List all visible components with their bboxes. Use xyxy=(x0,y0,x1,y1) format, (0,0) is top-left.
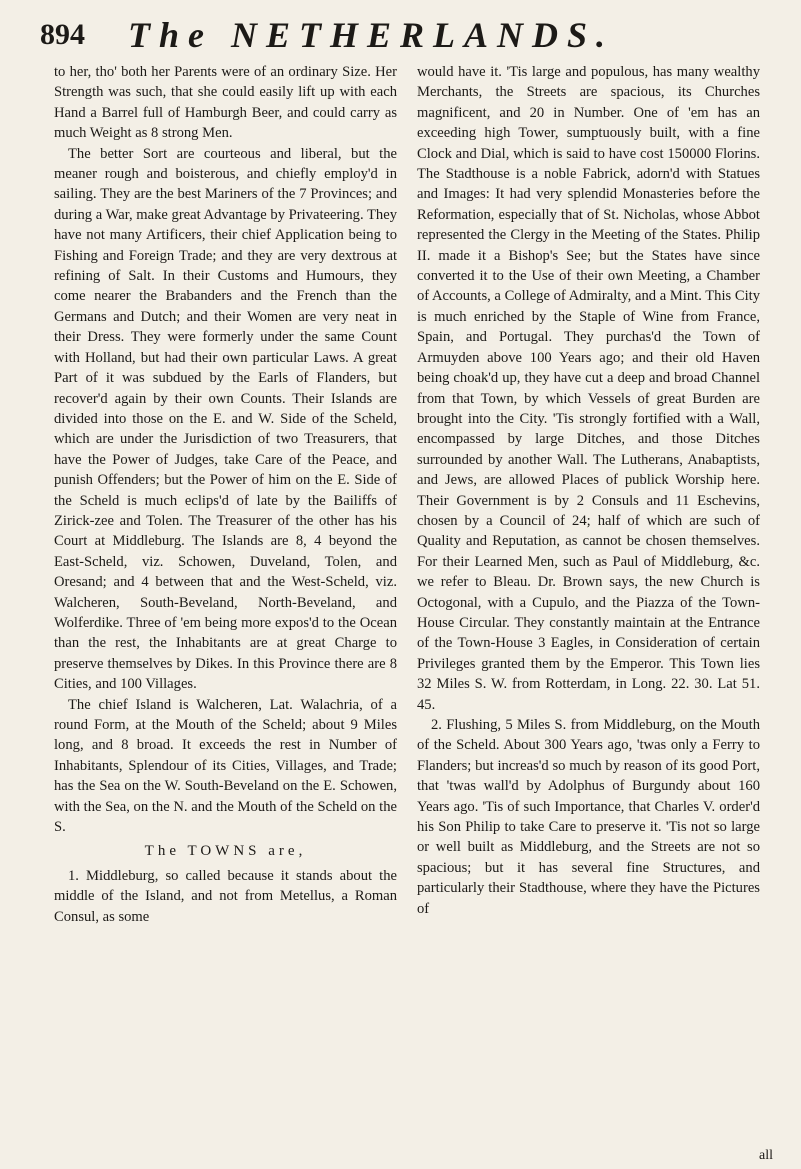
paragraph: would have it. 'Tis large and populous, has many wealthy Merchants, the Streets are spacious, its Churches magnificent, and 20 in Number. One of 'em has an exceeding high Tower, sumptuously built, with a fine Clock and Dial, which is said to have cost 150000 Florins. The Stadthouse is a noble Fabrick, adorn'd with Statues and Images: It had very splendid Monasteries before the Reformation, especially that of St. Nicholas, whose Abbot represented the Clergy in the Meeting of the States. Philip II. made it a Bishop's See; but the States have since converted it to the Use of their own Meeting, a Chamber of Accounts, a College of Admiralty, and a Mint. This City is much enriched by the Staple of Wine from France, Spain, and Portugal. They purchas'd the Town of Armuyden above 100 Years ago; and their old Haven being choak'd up, they have cut a deep and broad Channel from that Town, by which Vessels of great Burden are brought into the City. 'Tis strongly fortified with a Wall, encompassed by large Ditches, and those Ditches surrounded by another Wall. The Lutherans, Anabaptists, and Jews, are allowed Places of publick Worship here. Their Government is by 2 Consuls and 11 Eschevins, chosen by a Council of 24; half of which are such of Quality and Reputation, as cannot be chosen themselves. For their Learned Men, such as Paul of Middleburg, &c. we refer to Bleau. Dr. Brown says, the new Church is Octogonal, with a Cupulo, and the Piazza of the Town-House Circular. They constantly maintain at the Entrance of the Town-House 3 Eagles, in Consideration of certain Privileges granted them by the Emperor. This Town lies 32 Miles S. W. from Rotterdam, in Long. 22. 30. Lat 51. 45. xyxy=(417,64,760,713)
page-number: 894 xyxy=(40,18,85,51)
paragraph: The better Sort are courteous and liberal, but the meaner rough and boisterous, and chiefly employ'd in sailing. They are the best Mariners of the 7 Provinces; and during a War, make great Advantage by Privateering. They have not many Artificers, their chief Application being to Fishing and Foreign Trade; and they are very dextrous at refining of Salt. In their Customs and Humours, they come nearer the Brabanders and the French than the Germans and Dutch; and their Women are very neat in their Dress. They were formerly under the same Count with Holland, but had their own particular Laws. A great Part of it was subdued by the Earls of Flanders, but recover'd again by their own Counts. Their Islands are divided into those on the E. and W. Side of the Scheld, which are under the Jurisdiction of two Treasurers, that have the Power of Judges, take Care of the Peace, and punish Offenders; but the Power of him on the E. Side of the Scheld is much eclips'd of late by the Bailiffs of Zirick-zee and Tolen. The Treasurer of the other has his Court at Middleburg. The Islands are 8, 4 beyond the East-Scheld, viz. Schowen, Duveland, Tolen, and Oresand; and 4 between that and the West-Scheld, viz. Walcheren, South-Beveland, North-Beveland, and Wolferdike. Three of 'em being more expos'd to the Ocean than the rest, the Inhabitants are at great Charge to preserve themselves by Dikes. In this Province there are 8 Cities, and 100 Villages. xyxy=(54,145,397,693)
section-heading: The TOWNS are, xyxy=(144,843,307,860)
paragraph: to her, tho' both her Parents were of an ordinary Size. Her Strength was such, that she could easily lift up with each Hand a Barrel full of Hamburgh Beer, and could carry as much Weight as 8 strong Men. xyxy=(54,64,397,142)
right-column xyxy=(417,62,760,919)
paragraph: 2. Flushing, 5 Miles S. from Middleburg, on the Mouth of the Scheld. About 300 Years ago, 'twas only a Ferry to Flanders; but increas'd so much by reason of its good Port, that 'twas wall'd by Adolphus of Burgundy about 160 Years ago. 'Tis of such Importance, that Charles V. order'd his Son Philip to take Care to preserve it. 'Tis not so large or well built as Middleburg, and the Streets are not so spacious; but it has several fine Structures, and particularly their Stadthouse, where they have the Pictures of xyxy=(417,717,760,917)
catchword: all xyxy=(759,1148,773,1163)
running-title: The NETHERLANDS. xyxy=(128,15,615,55)
page-header xyxy=(40,12,770,60)
paragraph: 1. Middleburg, so called because it stands about the middle of the Island, and not from Metellus, a Roman Consul, as some xyxy=(54,867,397,925)
paragraph: The chief Island is Walcheren, Lat. Walachria, of a round Form, at the Mouth of the Scheld; about 9 Miles long, and 8 broad. It exceeds the rest in Number of Inhabitants, Splendour of its Cities, Villages, and Trade; has the Sea on the W. South-Beveland on the E. Schowen, with the Sea, on the N. and the Mouth of the Scheld on the S. xyxy=(54,696,397,836)
left-column xyxy=(54,62,397,927)
